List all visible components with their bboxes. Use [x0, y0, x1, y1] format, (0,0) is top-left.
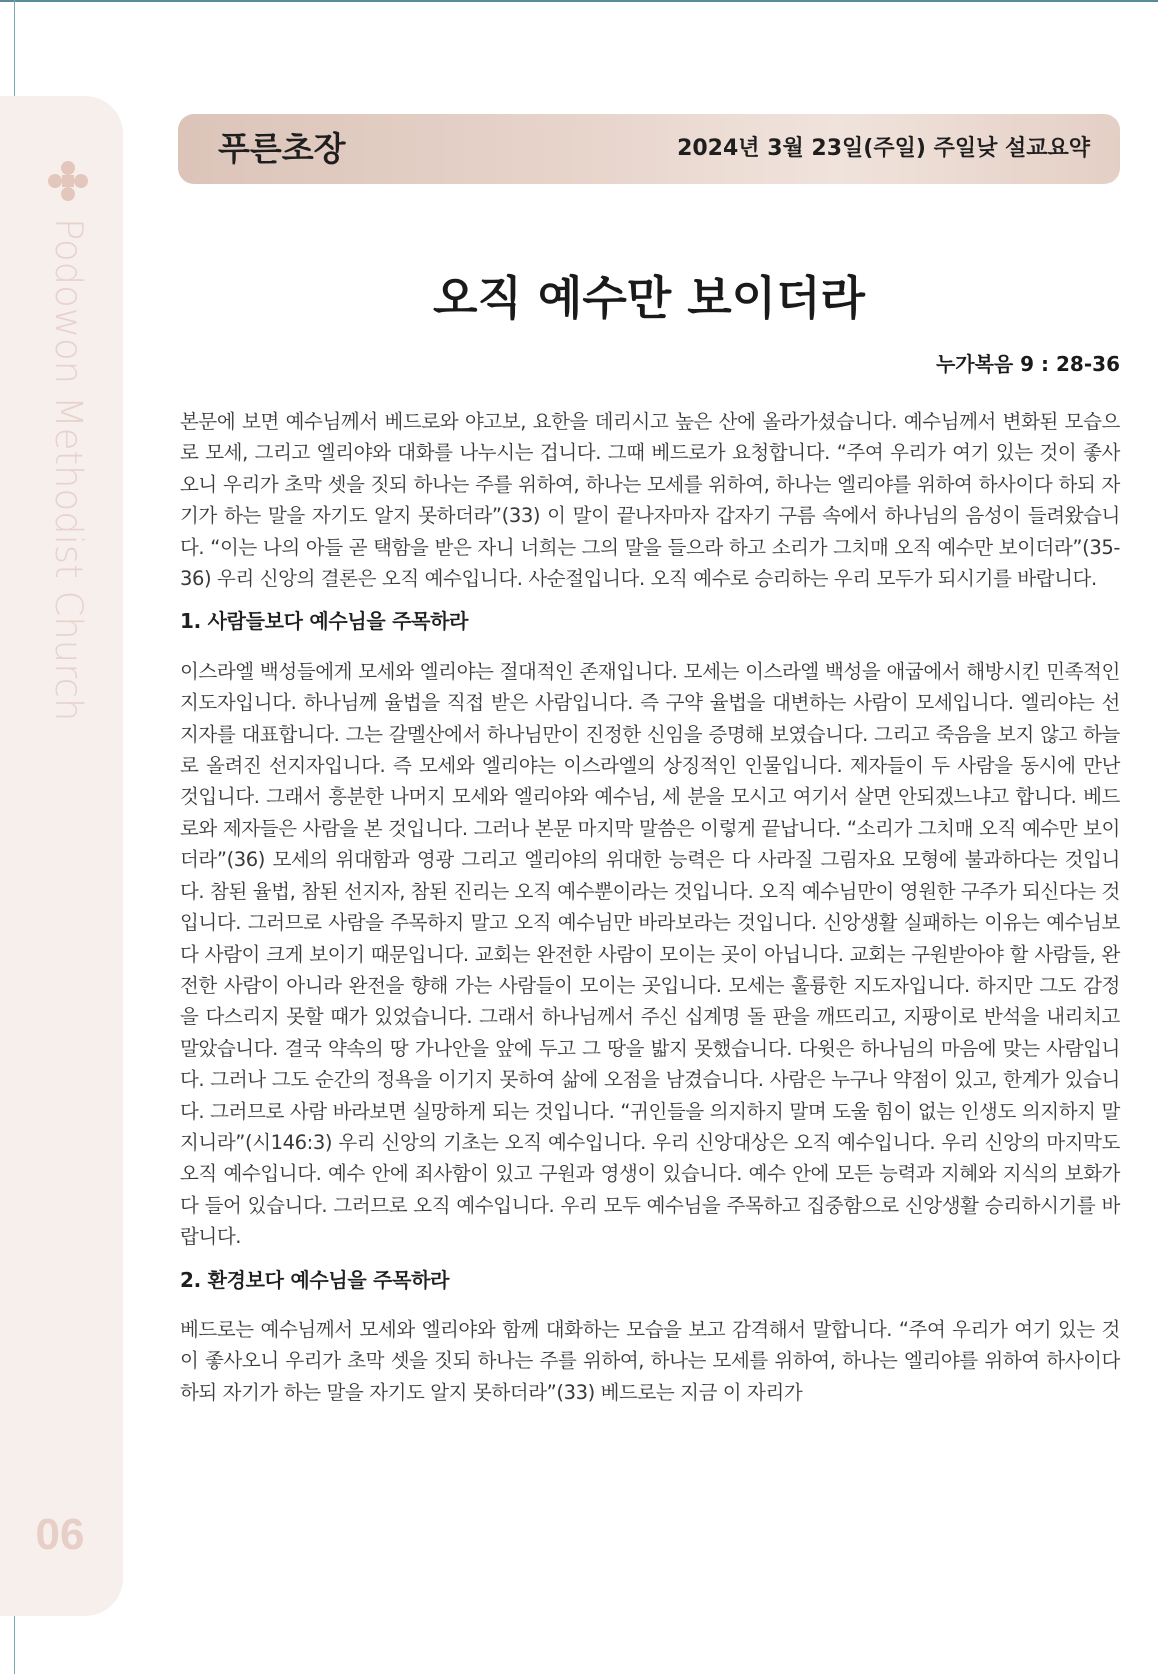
sermon-body — [180, 406, 1120, 1420]
section-heading-2: 2. 환경보다 예수님을 주목하라 — [180, 1267, 450, 1292]
section-1-paragraph: 이스라엘 백성들에게 모세와 엘리야는 절대적인 존재입니다. 모세는 이스라엘 백성을 애굽에서 해방시킨 민족적인 지도자입니다. 하나님께 율법을 직접 받은 사람입니다. 즉 구약 율법을 대변하는 사람이 모세입니다. 엘리야는 선지자를 대표합니다. 그는 갈멜산에서 하나님만이 진정한 신임을 증명해 보였습니다. 그리고 죽음을 보지 않고 하늘로 올려진 선지자입니다. 즉 모세와 엘리야는 이스라엘의 상징적인 인물입니다. 제자들이 두 사람을 동시에 만난 것입니다. 그래서 흥분한 나머지 모세와 엘리야와 예수님, 세 분을 모시고 여기서 살면 안되겠느냐고 합니다. 베드로와 제자들은 사람을 본 것입니다. 그러나 본문 마지막 말씀은 이렇게 끝납니다. “소리가 그치매 오직 예수만 보이더라”(36) 모세의 위대함과 영광 그리고 엘리야의 위대한 능력은 다 사라질 그림자요 모형에 불과하다는 것입니다. 참된 율법, 참된 선지자, 참된 진리는 오직 예수뿐이라는 것입니다. 오직 예수님만이 영원한 구주가 되신다는 것입니다. 그러므로 사람을 주목하지 말고 오직 예수님만 바라보라는 것입니다. 신앙생활 실패하는 이유는 예수님보다 사람이 크게 보이기 때문입니다. 교회는 완전한 사람이 모이는 곳이 아닙니다. 교회는 구원받아야 할 사람들, 완전한 사람이 아니라 완전을 향해 가는 사람들이 모이는 곳입니다. 모세는 훌륭한 지도자입니다. 하지만 그도 감정을 다스리지 못할 때가 있었습니다. 그래서 하나님께서 주신 십계명 돌 판을 깨뜨리고, 지팡이로 반석을 내리치고 말았습니다. 결국 약속의 땅 가나안을 앞에 두고 그 땅을 밟지 못했습니다. 다윗은 하나님의 마음에 맞는 사람입니다. 그러나 그도 순간의 정욕을 이기지 못하여 삶에 오점을 남겼습니다. 사람은 누구나 약점이 있고, 한계가 있습니다. 그러므로 사람 바라보면 실망하게 되는 것입니다. “귀인들을 의지하지 말며 도울 힘이 없는 인생도 의지하지 말지니라”(시146:3) 우리 신앙의 기초는 오직 예수입니다. 우리 신앙대상은 오직 예수입니다. 우리 신앙의 마지막도 오직 예수입니다. 예수 안에 죄사함이 있고 구원과 영생이 있습니다. 예수 안에 모든 능력과 지혜와 지식의 보화가 다 들어 있습니다. 그러므로 오직 예수입니다. 우리 모두 예수님을 주목하고 집중함으로 신앙생활 승리하시기를 바랍니다. — [180, 659, 1120, 1249]
church-name-vertical: Podowon Methodist Church — [47, 218, 90, 722]
page-top-border — [0, 0, 1158, 2]
section-heading-1: 1. 사람들보다 예수님을 주목하라 — [180, 609, 469, 634]
page-number: 06 — [35, 1510, 85, 1559]
scripture-reference: 누가복음 9 : 28-36 — [935, 352, 1120, 376]
section-title: 푸른초장 — [218, 129, 346, 168]
section-2-paragraph: 베드로는 예수님께서 모세와 엘리야와 함께 대화하는 모습을 보고 감격해서 말합니다. “주여 우리가 여기 있는 것이 좋사오니 우리가 초막 셋을 짓되 하나는 주를 위하여, 하나는 모세를 위하여, 하나는 엘리야를 위하여 하사이다 하되 자기가 하는 말을 자기도 알지 못하더라”(33) 베드로는 지금 이 자리가 — [180, 1317, 1120, 1404]
sermon-date: 2024년 3월 23일(주일) 주일낮 설교요약 — [677, 136, 1090, 161]
intro-paragraph: 본문에 보면 예수님께서 베드로와 야고보, 요한을 데리시고 높은 산에 올라가셨습니다. 예수님께서 변화된 모습으로 모세, 그리고 엘리야와 대화를 나누시는 겁니다. 그때 베드로가 요청합니다. “주여 우리가 여기 있는 것이 좋사오니 우리가 초막 셋을 짓되 하나는 주를 위하여, 하나는 모세를 위하여, 하나는 엘리야를 위하여 하사이다 하되 자기가 하는 말을 자기도 알지 못하더라”(33) 이 말이 끝나자마자 갑자기 구름 속에서 하나님의 음성이 들려왔습니다. “이는 나의 아들 곧 택함을 받은 자니 너희는 그의 말을 들으라 하고 소리가 그치매 오직 예수만 보이더라”(35-36) 우리 신앙의 결론은 오직 예수입니다. 사순절입니다. 오직 예수로 승리하는 우리 모두가 되시기를 바랍니다. — [180, 410, 1120, 591]
header-banner — [178, 114, 1120, 184]
cross-flower-icon — [44, 157, 92, 205]
sermon-title: 오직 예수만 보이더라 — [433, 271, 865, 325]
